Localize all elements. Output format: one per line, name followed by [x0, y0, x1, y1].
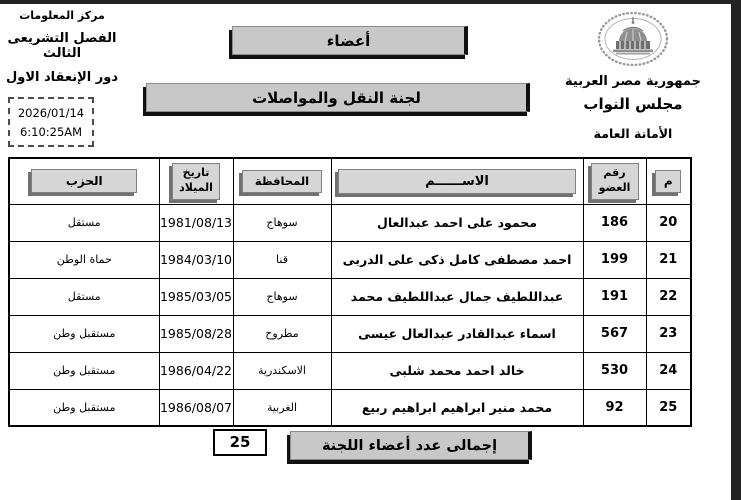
total-members-label: إجمالى عدد أعضاء اللجنة [321, 437, 498, 454]
member-governorate-cell: قنا [233, 241, 331, 278]
total-members-value: 25 [213, 429, 267, 456]
member-name-cell: اسماء عبدالقادر عبدالعال عيسى [331, 315, 583, 352]
party-header-box: الحزب [31, 169, 137, 193]
member-index-cell: 24 [646, 352, 691, 389]
member-birth-date-cell: 1981/08/13 [159, 204, 233, 241]
member-index-cell: 20 [646, 204, 691, 241]
print-datetime-box [8, 97, 94, 147]
member-row [9, 278, 691, 315]
col-header-governorate [233, 158, 331, 204]
member-governorate-cell: سوهاج [233, 278, 331, 315]
member-number-cell: 92 [583, 389, 646, 426]
member-birth-date-cell: 1986/08/07 [159, 389, 233, 426]
member-row [9, 315, 691, 352]
col-header-name [331, 158, 583, 204]
member-number-cell: 191 [583, 278, 646, 315]
member-number-cell: 186 [583, 204, 646, 241]
member-row [9, 352, 691, 389]
parliament-dome-emblem-icon [596, 10, 670, 68]
top-frame-bar [0, 0, 741, 4]
birth-date-header-line2: الميلاد [179, 180, 213, 194]
birth-date-header-box [172, 163, 220, 200]
col-header-index [646, 158, 691, 204]
member-name-cell: احمد مصطفى كامل ذكى على الدربى [331, 241, 583, 278]
member-no-header-box [591, 163, 639, 200]
member-governorate-cell: الاسكندرية [233, 352, 331, 389]
member-name-cell: محمود على احمد عبدالعال [331, 204, 583, 241]
governorate-header-box: المحافظة [242, 170, 322, 193]
government-header [553, 10, 713, 141]
member-index-cell: 25 [646, 389, 691, 426]
member-number-cell: 567 [583, 315, 646, 352]
members-table [8, 157, 692, 427]
info-center-label: مركز المعلومات [19, 9, 105, 22]
member-birth-date-cell: 1984/03/10 [159, 241, 233, 278]
member-name-cell: خالد احمد محمد شلبى [331, 352, 583, 389]
legislative-term-label: الفصل التشريعى الثالث [7, 31, 117, 61]
members-table-body [9, 204, 691, 426]
right-frame-bar [731, 0, 741, 500]
member-party-cell: مستقبل وطن [9, 352, 159, 389]
council-label: مجلس النواب [583, 95, 683, 113]
members-title-box [232, 26, 468, 55]
member-governorate-cell: مطروح [233, 315, 331, 352]
member-row [9, 241, 691, 278]
name-header-box: الاســــــم [338, 169, 576, 194]
total-members-label-box [290, 431, 532, 460]
member-index-cell: 21 [646, 241, 691, 278]
member-index-cell: 23 [646, 315, 691, 352]
member-number-cell: 199 [583, 241, 646, 278]
print-time: 6:10:25AM [19, 124, 83, 139]
member-no-header-line2: العضو [598, 180, 631, 194]
birth-date-header-line1: تاريخ [182, 165, 210, 179]
member-governorate-cell: الغربية [233, 389, 331, 426]
member-row [9, 389, 691, 426]
member-birth-date-cell: 1986/04/22 [159, 352, 233, 389]
committee-title: لجنة النقل والمواصلات [252, 88, 421, 107]
members-title: أعضاء [326, 31, 371, 50]
member-governorate-cell: سوهاج [233, 204, 331, 241]
secretariat-label: الأمانة العامة [593, 126, 673, 141]
member-index-cell: 22 [646, 278, 691, 315]
member-party-cell: حماة الوطن [9, 241, 159, 278]
republic-label: جمهورية مصر العربية [565, 74, 701, 89]
col-header-party [9, 158, 159, 204]
member-number-cell: 530 [583, 352, 646, 389]
table-header-row [9, 158, 691, 204]
member-party-cell: مستقبل وطن [9, 315, 159, 352]
print-date: 2026/01/14 [17, 105, 85, 120]
col-header-birth-date [159, 158, 233, 204]
member-name-cell: عبداللطيف جمال عبداللطيف محمد [331, 278, 583, 315]
session-round-label: دور الإنعقاد الاول [5, 70, 119, 85]
index-header-box: م [655, 170, 681, 193]
member-row [9, 204, 691, 241]
committee-title-box [146, 83, 530, 112]
member-birth-date-cell: 1985/08/28 [159, 315, 233, 352]
member-party-cell: مستقل [9, 278, 159, 315]
member-birth-date-cell: 1985/03/05 [159, 278, 233, 315]
member-party-cell: مستقل [9, 204, 159, 241]
member-name-cell: محمد منير ابراهيم ابراهيم ربيع [331, 389, 583, 426]
member-no-header-line1: رقم [603, 165, 626, 179]
member-party-cell: مستقبل وطن [9, 389, 159, 426]
info-block [4, 9, 120, 85]
col-header-member-no [583, 158, 646, 204]
